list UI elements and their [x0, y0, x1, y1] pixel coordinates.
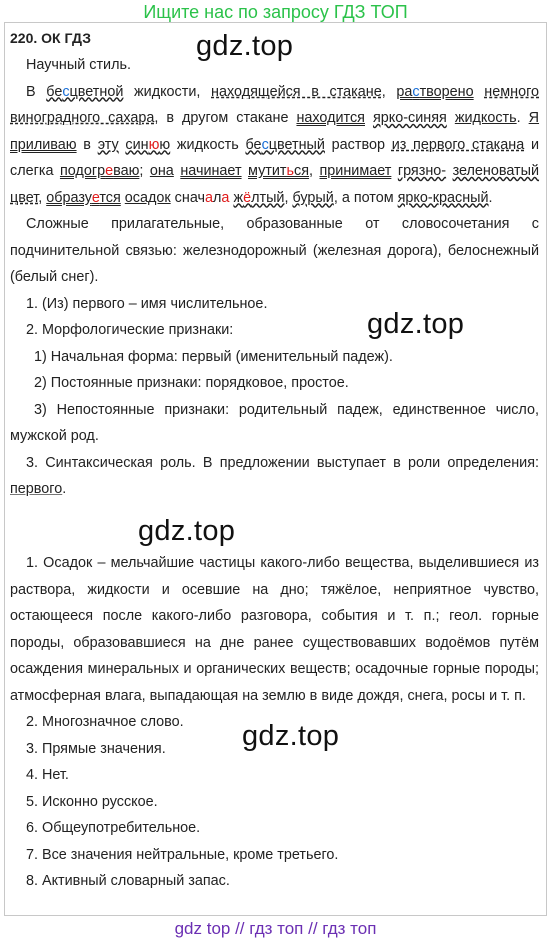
style-line: Научный стиль. — [26, 57, 131, 73]
lexical-item-2: 2. Многозначное слово. — [26, 714, 184, 730]
analysis-item-2-3: 3) Непостоянные признаки: родительный падеж, единственное число, мужской род. — [10, 401, 539, 444]
analysis-item-2: 2. Морфологические признаки: — [26, 322, 234, 338]
lexical-item-4: 4. Нет. — [26, 767, 69, 783]
watermark: gdz.top — [242, 720, 340, 752]
analysis-item-2-2: 2) Постоянные признаки: порядковое, простое. — [34, 375, 349, 391]
analysis-item-2-1: 1) Начальная форма: первый (именительный падеж). — [34, 348, 393, 365]
watermark: gdz.top — [367, 308, 465, 340]
passage-block — [10, 52, 539, 503]
exercise-title: 220. ОК ГДЗ — [10, 30, 91, 46]
search-banner[interactable]: Ищите нас по запросу ГДЗ ТОП — [143, 2, 408, 22]
footer-links[interactable]: gdz top // гдз топ // гдз топ — [174, 919, 377, 938]
passage-text: В бесцветной жидкости, находящейся в стакане, растворено немного виноградного сахара, в другом стакане находится ярко-синяя жидкость. Я приливаю в эту синюю жидкость бесцветный раствор из первого стакана и слегка подогреваю; она начинает мутиться, принимает грязно- зеленоватый цвет, образуется осадок сначала жёлтый, бурый, а потом ярко-красный. — [10, 83, 540, 206]
complex-adjectives: Сложные прилагательные, образованные от словосочетания с подчинительной связью: железнодорожный (железная дорога), белоснежный (белый снег). — [10, 216, 539, 285]
watermark: gdz.top — [196, 30, 294, 62]
analysis-item-3: 3. Синтаксическая роль. В предложении выступает в роли определения: первого. — [10, 454, 539, 497]
lexical-item-1: 1. Осадок – мельчайшие частицы какого-либо вещества, выделившиеся из раствора, жидкости и осевшие на дно; тяжёлое, неприятное чувство, остающееся после какого-либо разговора, события и т. п.; геол. горные породы, образовавшиеся на дне ранее существовавших водоёмов путём осаждения минеральных и органических веществ; осадочные горные породы; атмосферная влага, выпадающая на землю в виде дождя, снега, росы и т. п. — [10, 555, 539, 704]
lexical-item-7: 7. Все значения нейтральные, кроме третьего. — [26, 846, 339, 863]
watermark: gdz.top — [138, 515, 236, 547]
lexical-item-6: 6. Общеупотребительное. — [26, 820, 201, 836]
lexical-item-8: 8. Активный словарный запас. — [26, 873, 230, 889]
lexical-item-3: 3. Прямые значения. — [26, 740, 166, 757]
analysis-item-1: 1. (Из) первого – имя числительное. — [26, 295, 268, 312]
lexical-item-5: 5. Исконно русское. — [26, 793, 158, 810]
